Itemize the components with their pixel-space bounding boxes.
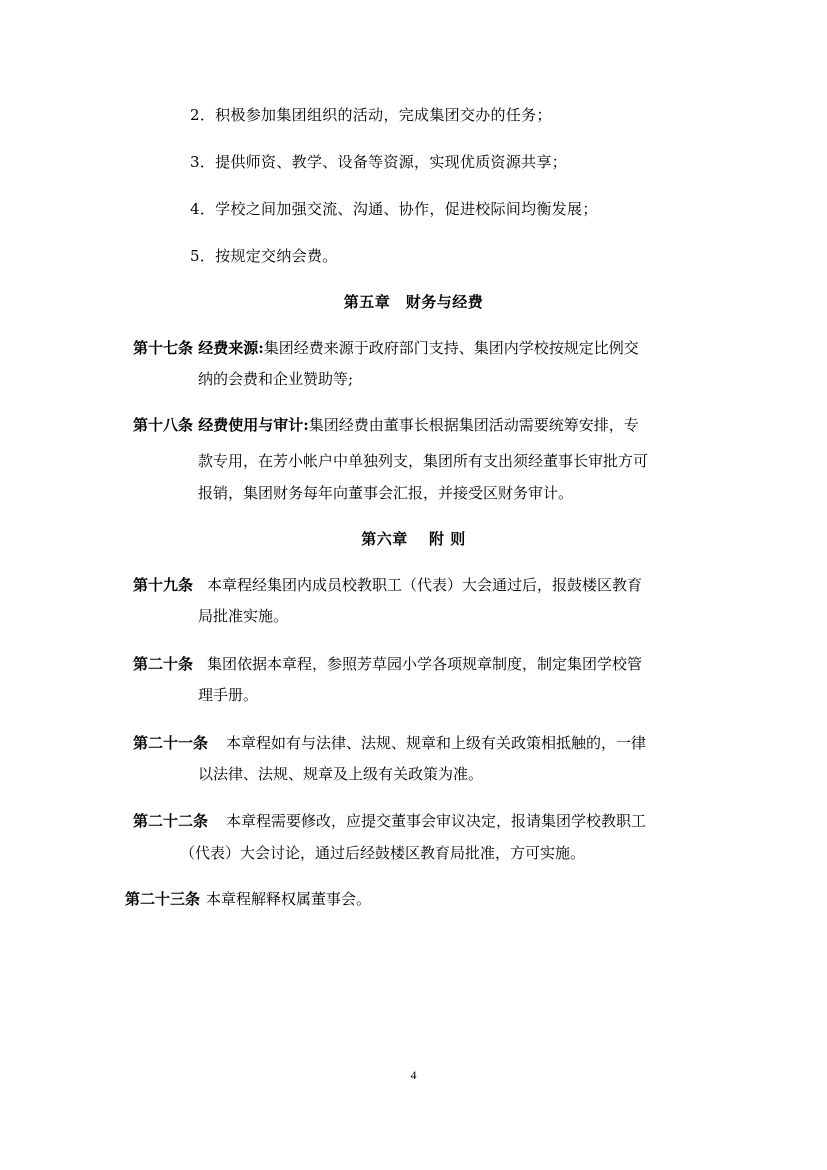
article-21-label: 第二十一条 [133, 734, 209, 752]
chapter-5-title: 第五章 财务与经费 [343, 293, 484, 311]
article-23-label: 第二十三条 [125, 890, 201, 908]
article-18-line1: 集团经费由董事长根据集团活动需要统筹安排，专 [308, 416, 639, 434]
article-22-line2: （代表）大会讨论，通过后经鼓楼区教育局批准，方可实施。 [180, 844, 586, 862]
page-number: 4 [410, 1068, 417, 1082]
article-20-line2: 理手册。 [198, 686, 259, 704]
article-23-line1: 本章程解释权属董事会。 [206, 890, 372, 908]
list-item-5: 5．按规定交纳会费。 [190, 247, 338, 265]
article-19-label: 第十九条 [133, 576, 194, 594]
list-item-2: 2．积极参加集团组织的活动，完成集团交办的任务； [190, 106, 552, 124]
article-17-line1: 集团经费来源于政府部门支持、集团内学校按规定比例交 [263, 339, 639, 357]
article-21-line1: 本章程如有与法律、法规、规章和上级有关政策相抵触的，一律 [226, 734, 647, 752]
chapter-6-title: 第六章 附 则 [361, 530, 466, 548]
article-20-line1: 集团依据本章程，参照芳草园小学各项规章制度，制定集团学校管 [207, 655, 643, 673]
article-17-label: 第十七条 经费来源: [133, 339, 264, 357]
article-18-line2: 款专用，在芳小帐户中单独列支，集团所有支出须经董事长审批方可 [198, 452, 649, 470]
article-20-label: 第二十条 [133, 655, 194, 673]
article-22-label: 第二十二条 [133, 812, 209, 830]
article-22-line1: 本章程需要修改，应提交董事会审议决定，报请集团学校教职工 [226, 812, 647, 830]
list-item-3: 3．提供师资、教学、设备等资源，实现优质资源共享； [190, 153, 568, 171]
article-17-line2: 纳的会费和企业赞助等; [198, 370, 354, 388]
article-18-label: 第十八条 经费使用与审计: [133, 416, 309, 434]
article-19-line2: 局批准实施。 [198, 607, 289, 625]
article-21-line2: 以法律、法规、规章及上级有关政策为准。 [198, 765, 484, 783]
list-item-4: 4．学校之间加强交流、沟通、协作，促进校际间均衡发展； [190, 200, 598, 218]
article-19-line1: 本章程经集团内成员校教职工（代表）大会通过后，报鼓楼区教育 [207, 576, 643, 594]
article-18-line3: 报销，集团财务每年向董事会汇报，并接受区财务审计。 [198, 484, 574, 502]
